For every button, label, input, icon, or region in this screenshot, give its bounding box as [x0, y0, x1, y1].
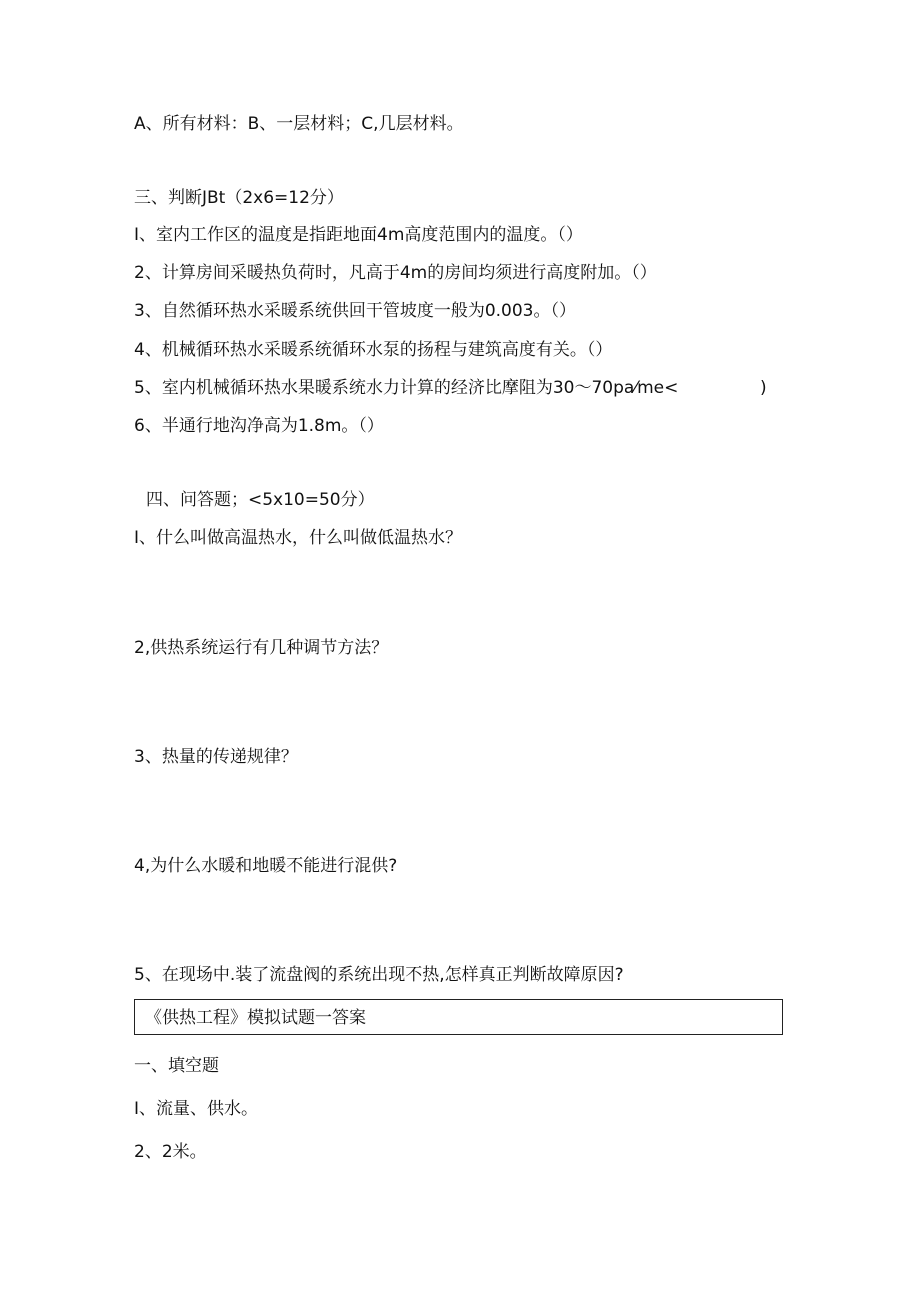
section4-item-3: 3、热量的传递规律？: [134, 747, 298, 767]
answer-title-box: [134, 999, 783, 1035]
answer-title: 《供热工程》模拟试题一答案: [145, 1008, 366, 1028]
section3-item-5-close-paren: ): [760, 378, 767, 398]
section3-item-2: 2、计算房间采暖热负荷时，凡高于4m的房间均须进行高度附加。（）: [134, 263, 657, 283]
section4-item-4: 4,为什么水暖和地暖不能进行混供?: [134, 856, 398, 876]
section4-item-2: 2,供热系统运行有几种调节方法？: [134, 638, 389, 658]
section4-heading: 四、问答题；<5x10=50分）: [146, 490, 375, 510]
section3-item-5: 5、室内机械循环热水果暖系统水力计算的经济比摩阻为30～70pa⁄me<: [134, 378, 679, 398]
answers-item-2: 2、2米。: [134, 1142, 207, 1162]
section4-item-5: 5、在现场中.装了流盘阀的系统出现不热,怎样真正判断故障原因?: [134, 965, 624, 985]
section3-item-6: 6、半通行地沟净高为1.8m。（）: [134, 416, 384, 436]
section3-heading: 三、判断JBt（2x6=12分）: [134, 188, 344, 208]
section3-item-3: 3、自然循环热水采暖系统供回干管坡度一般为0.003。（）: [134, 301, 576, 321]
answers-item-1: I、流量、供水。: [134, 1099, 259, 1119]
section3-item-4: 4、机械循环热水采暖系统循环水泵的扬程与建筑高度有关。（）: [134, 340, 613, 360]
section3-item-1: I、室内工作区的温度是指距地面4m高度范围内的温度。（）: [134, 225, 583, 245]
answers-section1-heading: 一、填空题: [134, 1056, 219, 1076]
options-line: A、所有材料：B、一层材料；C,几层材料。: [134, 114, 464, 134]
section4-item-1: I、什么叫做高温热水，什么叫做低温热水？: [134, 528, 463, 548]
